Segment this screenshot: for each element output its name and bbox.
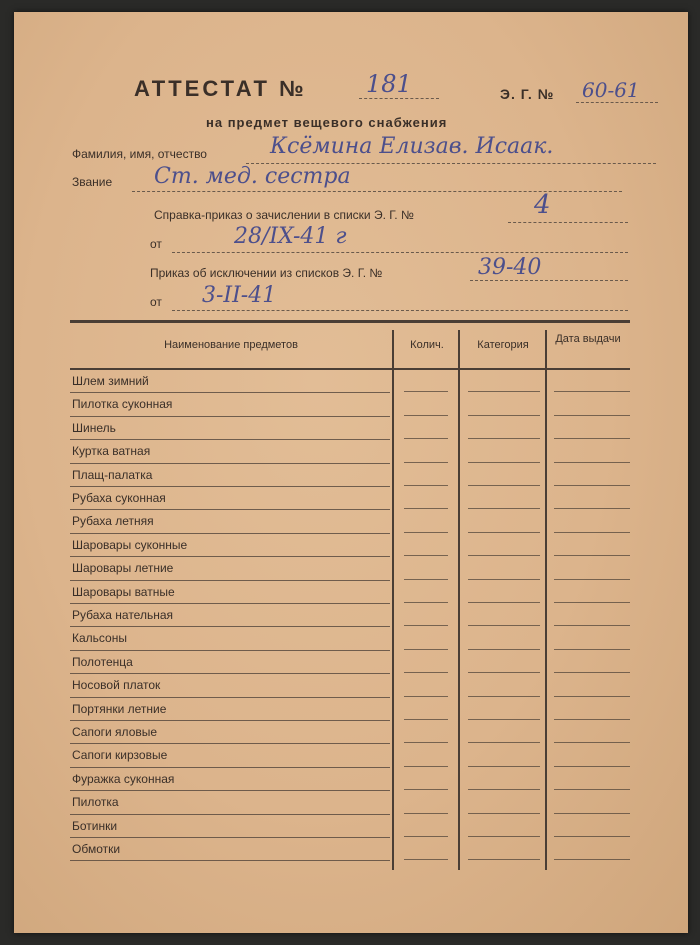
certificate-number: 181 <box>366 70 412 98</box>
table-cell-line <box>554 602 630 603</box>
table-cell-line <box>468 508 540 509</box>
table-cell-line <box>404 462 448 463</box>
eg-number-line <box>576 102 658 103</box>
table-row-label: Фуражка суконная <box>72 771 175 786</box>
name-value: Ксёмина Елизав. Исаак. <box>270 134 554 159</box>
exclusion-value-line <box>470 280 628 281</box>
exclusion-label: Приказ об исключении из списков Э. Г. № <box>150 266 383 280</box>
table-cell-line <box>404 696 448 697</box>
certificate-value-line <box>508 222 628 223</box>
name-label: Фамилия, имя, отчество <box>72 147 207 161</box>
exclusion-value: 39-40 <box>478 255 542 280</box>
table-cell-line <box>554 742 630 743</box>
table-cell-line <box>468 719 540 720</box>
column-header-qty: Колич. <box>410 339 444 351</box>
table-row-label: Пилотка <box>72 795 119 810</box>
table-cell-line <box>404 766 448 767</box>
table-row-label: Полотенца <box>72 654 133 669</box>
table-row-label: Носовой платок <box>72 678 161 693</box>
table-cell-line <box>404 579 448 580</box>
table-cell-line <box>554 813 630 814</box>
table-cell-line <box>468 836 540 837</box>
table-row-label: Ботинки <box>72 818 118 833</box>
table-row-label: Рубаха летняя <box>72 514 154 529</box>
table-cell-line <box>554 391 630 392</box>
table-row-line <box>70 673 390 674</box>
table-cell-line <box>554 555 630 556</box>
table-cell-line <box>468 579 540 580</box>
table-row-label: Плащ-палатка <box>72 467 153 482</box>
table-cell-line <box>554 859 630 860</box>
table-cell-line <box>554 485 630 486</box>
table-row-line <box>70 767 390 768</box>
document-sheet <box>14 12 688 933</box>
table-row-label: Обмотки <box>72 842 121 856</box>
table-cell-line <box>554 415 630 416</box>
table-cell-line <box>554 836 630 837</box>
table-row-line <box>70 603 390 604</box>
table-cell-line <box>404 391 448 392</box>
table-cell-line <box>404 789 448 790</box>
table-row-line <box>70 580 390 581</box>
table-row-line <box>70 814 390 815</box>
table-cell-line <box>404 485 448 486</box>
table-cell-line <box>468 602 540 603</box>
table-row-line <box>70 837 390 838</box>
exclusion-date-line <box>172 310 628 311</box>
table-row-label: Сапоги кирзовые <box>72 748 168 763</box>
column-header-date: Дата выдачи <box>555 333 621 345</box>
column-divider-1 <box>392 330 394 870</box>
table-row-label: Шинель <box>72 420 116 435</box>
certificate-date-line <box>172 252 628 253</box>
table-cell-line <box>554 625 630 626</box>
table-cell-line <box>404 625 448 626</box>
table-cell-line <box>404 555 448 556</box>
table-row-line <box>70 860 390 861</box>
certificate-value: 4 <box>534 190 551 220</box>
table-cell-line <box>554 789 630 790</box>
table-cell-line <box>404 719 448 720</box>
table-cell-line <box>404 742 448 743</box>
table-row-line <box>70 720 390 721</box>
table-cell-line <box>468 649 540 650</box>
table-cell-line <box>554 532 630 533</box>
table-cell-line <box>468 625 540 626</box>
table-row-line <box>70 416 390 417</box>
table-cell-line <box>468 789 540 790</box>
table-cell-line <box>554 766 630 767</box>
table-row-line <box>70 509 390 510</box>
table-cell-line <box>468 438 540 439</box>
table-cell-line <box>404 415 448 416</box>
table-row-line <box>70 743 390 744</box>
table-cell-line <box>468 859 540 860</box>
table-row-label: Шаровары ватные <box>72 584 175 599</box>
table-row-label: Рубаха суконная <box>72 491 166 505</box>
table-row-line <box>70 626 390 627</box>
table-cell-line <box>554 696 630 697</box>
table-cell-line <box>468 555 540 556</box>
table-row-line <box>70 650 390 651</box>
table-cell-line <box>554 508 630 509</box>
table-top-rule <box>70 320 630 323</box>
table-row-line <box>70 486 390 487</box>
table-cell-line <box>404 532 448 533</box>
table-row-label: Портянки летние <box>72 701 167 716</box>
table-row-label: Шаровары летние <box>72 561 174 576</box>
table-cell-line <box>554 719 630 720</box>
column-header-category: Категория <box>477 339 529 351</box>
table-cell-line <box>404 813 448 814</box>
table-cell-line <box>468 766 540 767</box>
table-cell-line <box>404 649 448 650</box>
table-row-line <box>70 439 390 440</box>
table-cell-line <box>404 508 448 509</box>
table-row-line <box>70 790 390 791</box>
table-row-label: Кальсоны <box>72 631 127 646</box>
column-divider-2 <box>458 330 460 870</box>
table-row-line <box>70 533 390 534</box>
certificate-label: Справка-приказ о зачислении в списки Э. Г. № <box>154 208 414 222</box>
table-row-label: Сапоги яловые <box>72 725 158 739</box>
certificate-from-label: от <box>150 237 162 251</box>
table-row-line <box>70 556 390 557</box>
document-subtitle: на предмет вещевого снабжения <box>206 115 448 130</box>
table-cell-line <box>468 532 540 533</box>
table-cell-line <box>554 462 630 463</box>
table-cell-line <box>554 649 630 650</box>
certificate-number-line <box>359 98 439 99</box>
table-cell-line <box>404 672 448 673</box>
eg-number: 60-61 <box>582 78 640 102</box>
table-row-label: Куртка ватная <box>72 444 151 459</box>
table-cell-line <box>468 415 540 416</box>
column-header-name: Наименование предметов <box>164 339 298 351</box>
table-row-label: Шлем зимний <box>72 374 149 388</box>
exclusion-date: 3-II-41 <box>202 283 277 308</box>
table-cell-line <box>468 672 540 673</box>
rank-value: Ст. мед. сестра <box>154 164 351 189</box>
table-row-line <box>70 392 390 393</box>
table-row-line <box>70 463 390 464</box>
table-row-line <box>70 697 390 698</box>
table-cell-line <box>468 742 540 743</box>
exclusion-from-label: от <box>150 295 162 309</box>
table-cell-line <box>404 859 448 860</box>
eg-label: Э. Г. № <box>500 86 555 102</box>
table-cell-line <box>468 813 540 814</box>
table-row-label: Рубаха нательная <box>72 608 174 622</box>
table-cell-line <box>404 602 448 603</box>
rank-label: Звание <box>72 175 113 189</box>
table-cell-line <box>554 579 630 580</box>
certificate-date: 28/IX-41 г <box>234 224 347 249</box>
table-cell-line <box>468 485 540 486</box>
table-cell-line <box>404 438 448 439</box>
table-row-label: Пилотка суконная <box>72 397 173 412</box>
document-title: АТТЕСТАТ № <box>134 76 307 101</box>
table-cell-line <box>404 836 448 837</box>
table-cell-line <box>554 672 630 673</box>
table-cell-line <box>468 391 540 392</box>
table-cell-line <box>468 696 540 697</box>
table-cell-line <box>554 438 630 439</box>
table-cell-line <box>468 462 540 463</box>
table-row-label: Шаровары суконные <box>72 537 188 552</box>
column-divider-3 <box>545 330 547 870</box>
